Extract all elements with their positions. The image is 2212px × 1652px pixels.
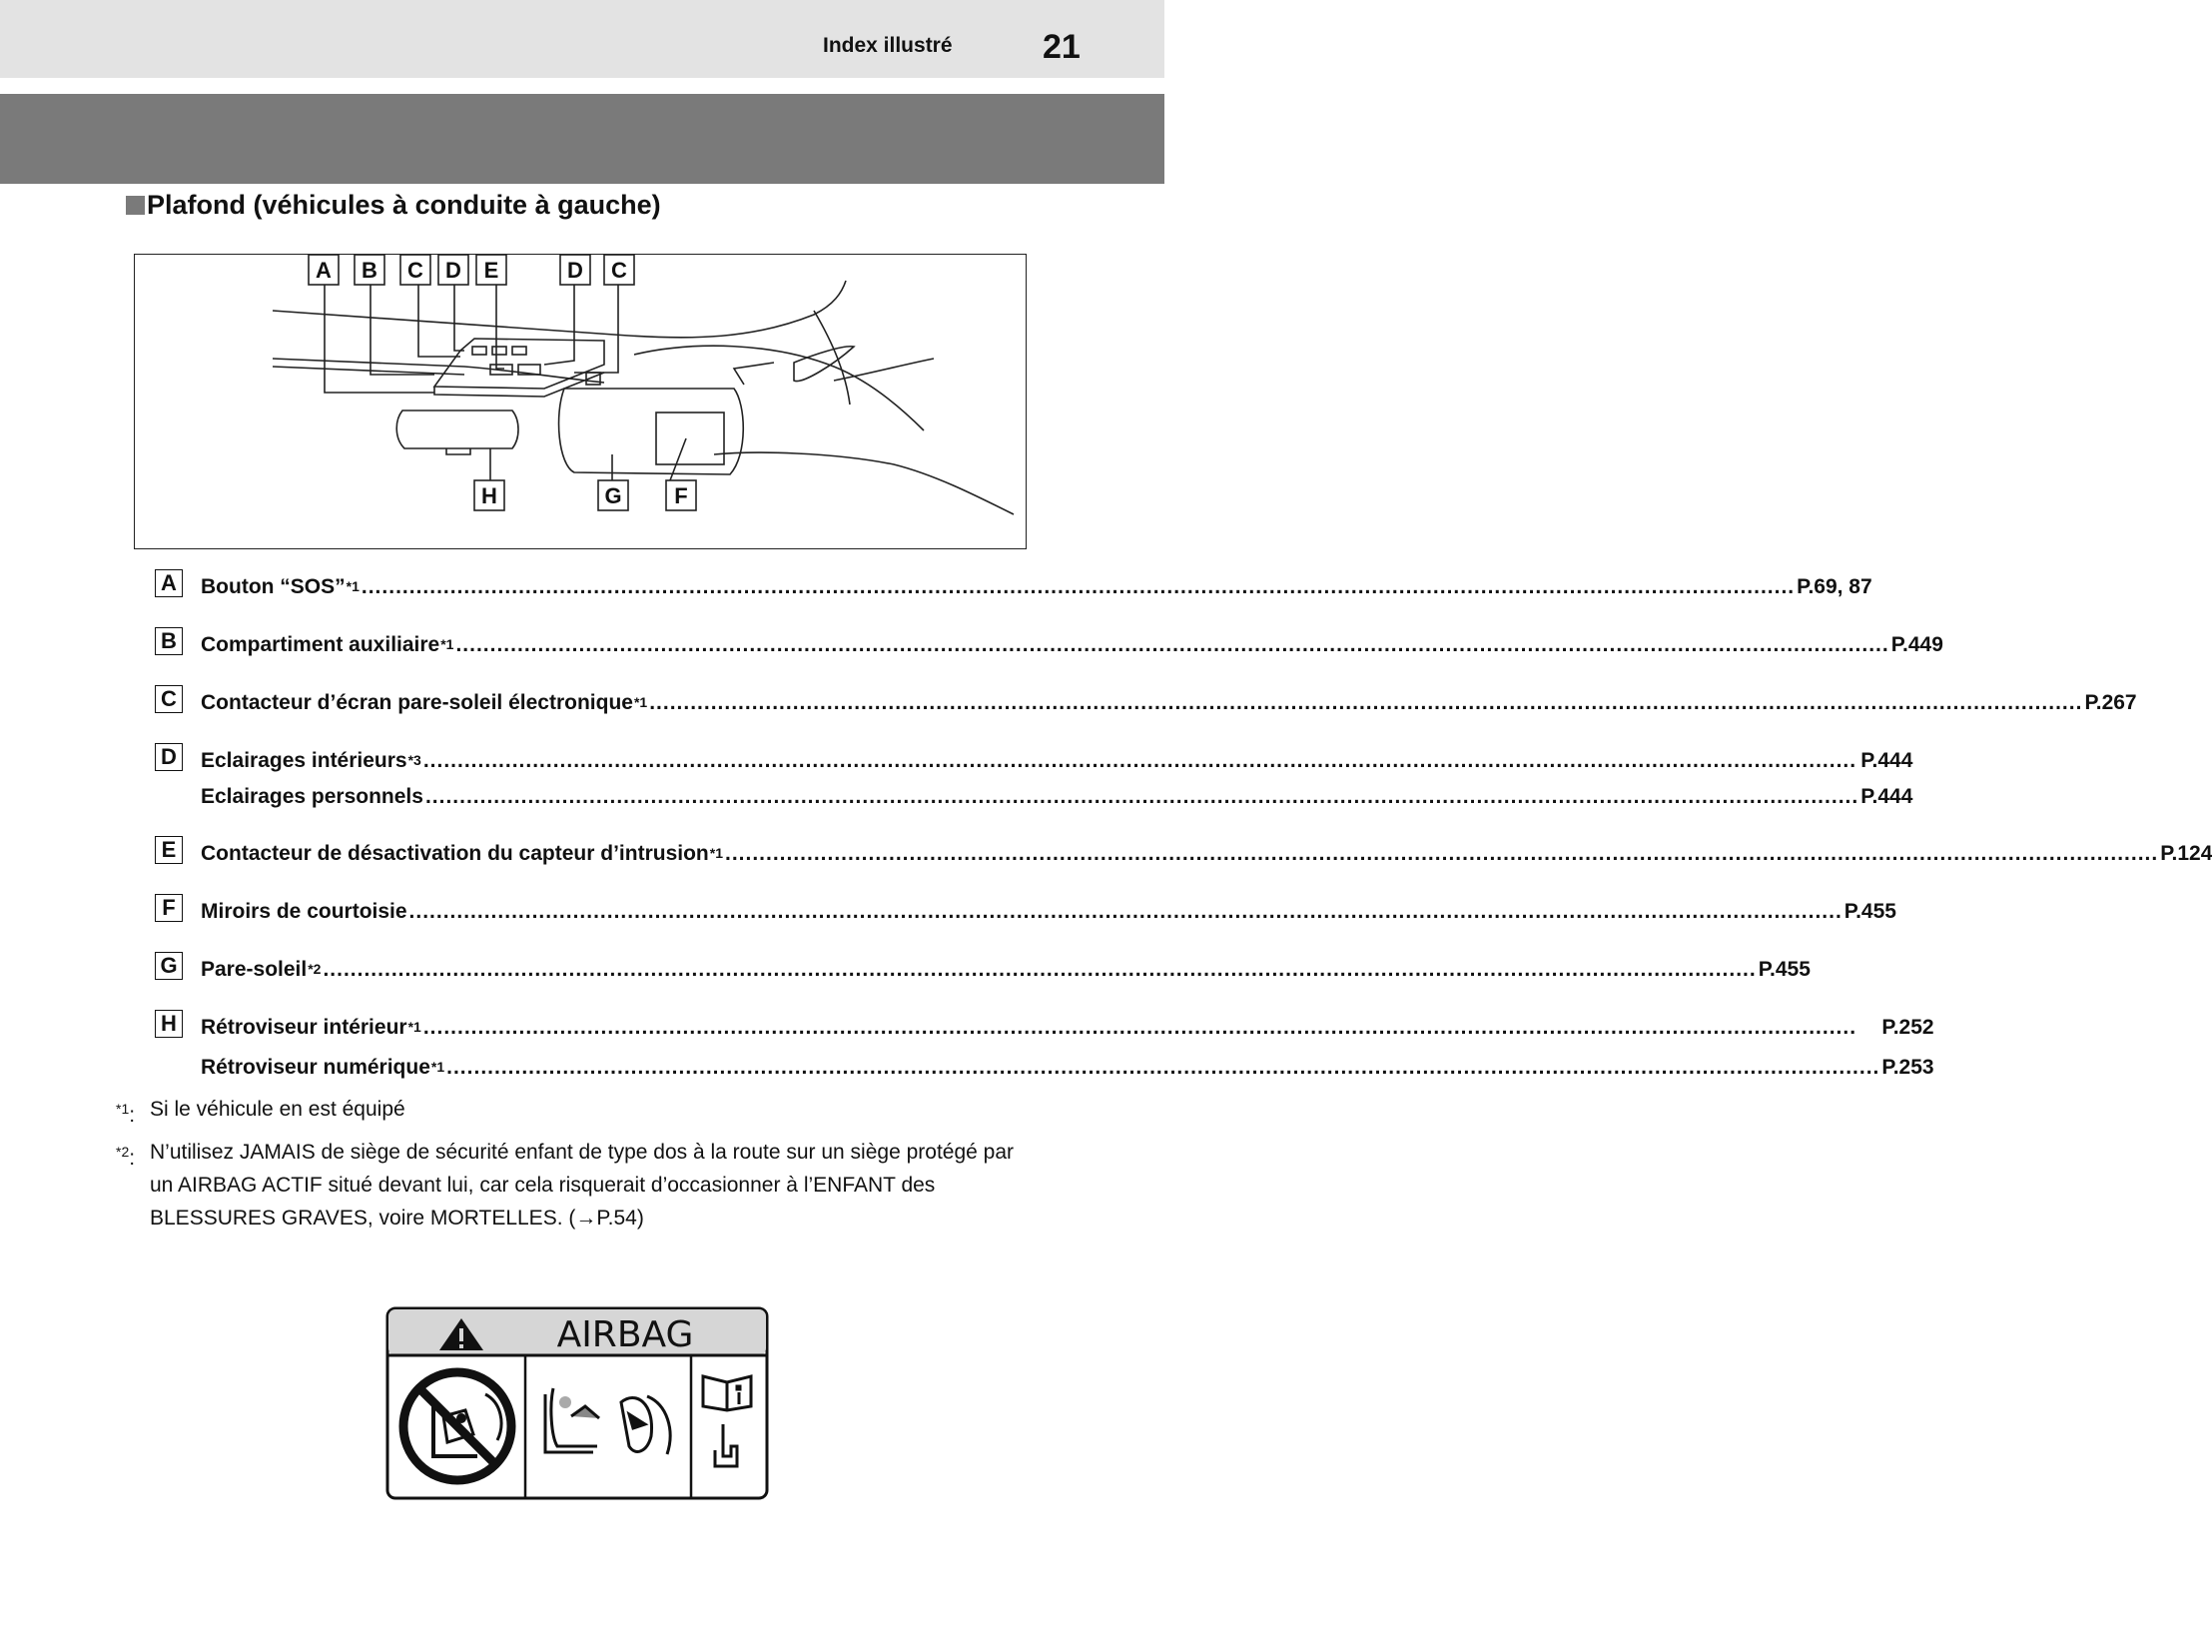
dot-leader — [423, 743, 1858, 779]
dot-leader — [409, 894, 1843, 930]
legend-key-c: C — [155, 685, 183, 713]
callout-a: A — [316, 258, 332, 283]
entry-label: Eclairages intérieurs — [201, 749, 407, 772]
footnote-2: $^{*2}$: N’utilisez JAMAIS de siège de sécurité enfant de type dos à la route sur un siège protégé par un AIRBAG ACTIF situé devant lui, car cela risquerait d’occasionner à l’ENFANT des BLESSURES GRAVES, voire MORTELLES. (→P.54) — [116, 1136, 1035, 1235]
entry-label: Eclairages personnels — [201, 785, 423, 808]
entry-label: Rétroviseur intérieur — [201, 1016, 407, 1039]
legend-entry-d — [155, 743, 1913, 836]
entry-label: Miroirs de courtoisie — [201, 900, 407, 923]
page-reference: P.455 — [1758, 958, 1811, 981]
callouts-top — [309, 255, 696, 510]
page-reference: P.69, 87 — [1797, 575, 1872, 598]
legend-entry-h — [155, 1010, 1934, 1090]
dot-leader — [455, 627, 1888, 663]
entry-label: Pare-soleil — [201, 958, 308, 981]
airbag-label-title: AIRBAG — [556, 1314, 694, 1355]
legend-entry-a — [155, 569, 1872, 627]
footnote-mark: *2 — [116, 1144, 130, 1160]
callout-c: C — [407, 258, 423, 283]
legend-key-g: G — [155, 952, 183, 980]
windshield-line — [273, 359, 604, 383]
footnotes — [116, 1093, 1035, 1235]
dot-leader — [446, 1050, 1879, 1086]
entry-label: Contacteur d’écran pare-soleil électronique — [201, 691, 633, 714]
dot-leader — [362, 569, 1795, 605]
legend-entry-c — [155, 685, 2137, 743]
callout-d-2: D — [567, 258, 583, 283]
dot-leader — [725, 836, 2158, 872]
legend-line: Rétroviseur intérieur $^{*1}$ ..... P.252 — [201, 1010, 1934, 1050]
callout-d: D — [445, 258, 461, 283]
legend-line — [201, 894, 1896, 930]
page-reference: P.252 — [1881, 1016, 1934, 1039]
callout-c-2: C — [611, 258, 627, 283]
header-bar — [0, 0, 1164, 78]
legend-key-d: D — [155, 743, 183, 771]
airbag-warning-label — [385, 1306, 769, 1505]
callout-b: B — [362, 258, 377, 283]
callout-g: G — [604, 483, 622, 508]
section-title — [126, 190, 661, 221]
legend-line: Contacteur d’écran pare-soleil électronique $^{*1}$ ..... P.267 — [201, 685, 2137, 721]
legend-line: Bouton “SOS” $^{*1}$ ..... P.69, 87 — [201, 569, 1872, 605]
callout-h: H — [481, 483, 497, 508]
legend-key-f: F — [155, 894, 183, 922]
legend-key-e: E — [155, 836, 183, 864]
page-reference: P.455 — [1843, 900, 1896, 923]
legend-line: Contacteur de désactivation du capteur d’intrusion $^{*1}$ ..... P.124 — [201, 836, 2212, 872]
footnote-text: N’utilisez JAMAIS de siège de sécurité enfant de type dos à la route sur un siège protégé par un AIRBAG ACTIF situé devant lui, car cela risquerait d’occasionner à l’ENFANT des BLESSURES GRAVES, voire MORTELLES. (→P.54) — [150, 1141, 1014, 1230]
legend-key-b: B — [155, 627, 183, 655]
legend-line — [201, 779, 1912, 815]
dot-leader — [423, 1010, 1880, 1046]
section-title-text: Plafond (véhicules à conduite à gauche) — [147, 190, 661, 220]
callout-f: F — [674, 483, 688, 508]
legend-line: Compartiment auxiliaire $^{*1}$ ..... P.449 — [201, 627, 1943, 663]
page-reference: P.444 — [1860, 749, 1913, 772]
vanity-mirror — [656, 413, 724, 464]
entry-label: Contacteur de désactivation du capteur d’intrusion — [201, 842, 709, 865]
page-reference: P.124 — [2160, 842, 2212, 865]
airbag-label-graphic — [385, 1306, 769, 1500]
legend-line: Pare-soleil $^{*2}$ ..... P.455 — [201, 952, 1811, 988]
page-number: 21 — [1043, 28, 1081, 66]
dot-leader — [323, 952, 1756, 988]
sun-visor — [559, 389, 744, 474]
legend-entry-f — [155, 894, 1896, 952]
footnote-mark: *1 — [116, 1101, 130, 1117]
footnote-text: Si le véhicule en est équipé — [150, 1098, 405, 1121]
header-band — [0, 94, 1164, 184]
legend-entry-g — [155, 952, 1811, 1010]
page-reference: P.267 — [2084, 691, 2137, 714]
entry-label: Rétroviseur numérique — [201, 1056, 430, 1079]
rearview-mirror — [396, 411, 518, 448]
entry-label: Compartiment auxiliaire — [201, 633, 440, 656]
footnote-1: $^{*1}$: Si le véhicule en est équipé — [116, 1093, 1035, 1132]
legend-line: Eclairages intérieurs $^{*3}$ ..... P.444 — [201, 743, 1912, 779]
entry-label: Bouton “SOS” — [201, 575, 346, 598]
page-reference: P.444 — [1860, 785, 1913, 808]
legend-line: Rétroviseur numérique $^{*1}$ ..... P.253 — [201, 1050, 1934, 1086]
dot-leader — [425, 779, 1858, 815]
legend-entry-e — [155, 836, 2212, 894]
legend-entry-b — [155, 627, 1943, 685]
roof-outline — [273, 281, 846, 338]
roof-edge — [273, 367, 464, 375]
ceiling-illustration — [134, 254, 1027, 549]
legend-list — [155, 569, 2212, 1090]
page-reference: P.449 — [1890, 633, 1943, 656]
section-marker — [126, 196, 145, 215]
callout-e: E — [483, 258, 499, 283]
legend-key-h: H — [155, 1010, 183, 1038]
ceiling-diagram — [135, 255, 1028, 550]
page-reference: P.253 — [1881, 1056, 1934, 1079]
header-title: Index illustré — [823, 34, 953, 57]
legend-key-a: A — [155, 569, 183, 597]
dot-leader — [649, 685, 2082, 721]
